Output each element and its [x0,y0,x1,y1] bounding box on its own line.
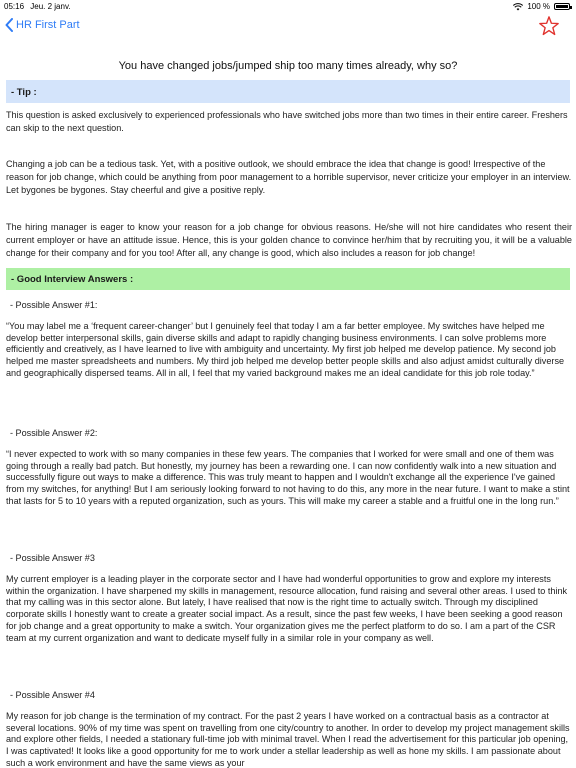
chevron-left-icon [5,18,13,32]
tip-header: - Tip : [6,80,570,103]
status-time: 05:16 [4,2,25,11]
back-button-label: HR First Part [16,19,80,31]
battery-icon [554,3,570,10]
answer-label: - Possible Answer #4 [10,690,95,700]
answer-text: “You may label me a ‘frequent career-changer’ but I genuinely feel that today I am a far better employee. My switches have helped me develop better interpersonal skills, gain diverse skills and adapt to rapidly changing business environments. I can solve problems more efficiently and creatively, as I have learned to live with ambiguity and uncertainty. My first job helped me develop patience. My second job helped me master spreadsheets and numbers. My third job helped me develop better people skills and also adjust amidst culturally diverse and geographically dispersed teams. All in all, I feel that my varied background makes me an ideal candidate for this job role today.” [6,321,565,378]
answer-text: “I never expected to work with so many companies in these few years. The companies that I worked for were small and one of them was going through a really bad patch. But honestly, my journey has been a rewarding one. I can now confidently walk into a new situation and successfully figure out ways to make a difference. This was truly meant to happen and I wouldn't exchange all the experience I've gained from my switches, for anything! But I am seriously looking forward to not having to do this, any more in the near future. I want to make a stint that lasts for 5 to 10 years with a reputed organization, such as yours. This will make my career a stable and a fruitful one in the long run.” [6,449,570,506]
question-title: You have changed jobs/jumped ship too many times already, why so? [118,60,458,72]
answers-header: - Good Interview Answers : [6,268,570,290]
tip-paragraph: The hiring manager is eager to know your reason for a job change for obvious reasons. He/she will not hire candidates who resent their current employer or have an attitude issue. Hence, this is your golden chance to convince her/him that by recruiting you, it will be a valuable change for their company and for you too! After all, any change is good, which also includes a reason for job change! [6,222,572,259]
wifi-icon [513,3,523,11]
status-bar [0,0,576,14]
answer-text: My current employer is a leading player in the corporate sector and I have had wonderful opportunities to grow and explore my interests within the organization. I have sharpened my skills in management, resource allocation, fund raising and several other areas. I used to think that my calling was in this sector alone. But lately, I have realised that now is the right time to actually switch. Through my disciplined corporate skills I honestly want to create a greater social impact. As a result, since the past few weeks, I have been seeking a good reason for job change and a great opportunity to make a switch. Your organization gives me the perfect platform to do so. I am a part of the CSR team at my current organization and want to dedicate myself fully in a similar role in your company as well. [6,574,568,643]
answer-label: - Possible Answer #1: [10,300,98,310]
back-button[interactable] [5,18,80,32]
tip-paragraph: This question is asked exclusively to experienced professionals who have switched jobs more than two times in their entire career. Freshers can skip to the next question. [6,110,568,134]
status-left [4,2,75,11]
status-right [513,2,570,11]
star-outline-icon[interactable] [538,15,560,37]
answer-label: - Possible Answer #2: [10,428,98,438]
navigation-bar [0,14,576,40]
status-date: Jeu. 2 janv. [30,2,71,11]
tip-paragraph: Changing a job can be a tedious task. Yet, with a positive outlook, we should embrace the idea that change is good! Irrespective of the reason for job change, which could be anything from poor management to a horrible supervisor, never criticize your employer in an interview. Let bygones be bygones. Stay cheerful and give a positive reply. [6,159,572,196]
answer-label: - Possible Answer #3 [10,553,95,563]
battery-percent: 100 % [527,2,550,11]
answer-text: My reason for job change is the termination of my contract. For the past 2 years I have worked on a contractual basis as a contractor at several locations. 90% of my time was spent on travelling from one city/country to another. In order to develop my project management skills and explore other fields, I needed a stationary full-time job with minimal travel. When I read the advertisement for this particular job opening, I was captivated! It looks like a good opportunity for me to work under a stellar leadership as well as hone my skills. I am passionate about such a work environment and have the same views as your [6,711,570,768]
